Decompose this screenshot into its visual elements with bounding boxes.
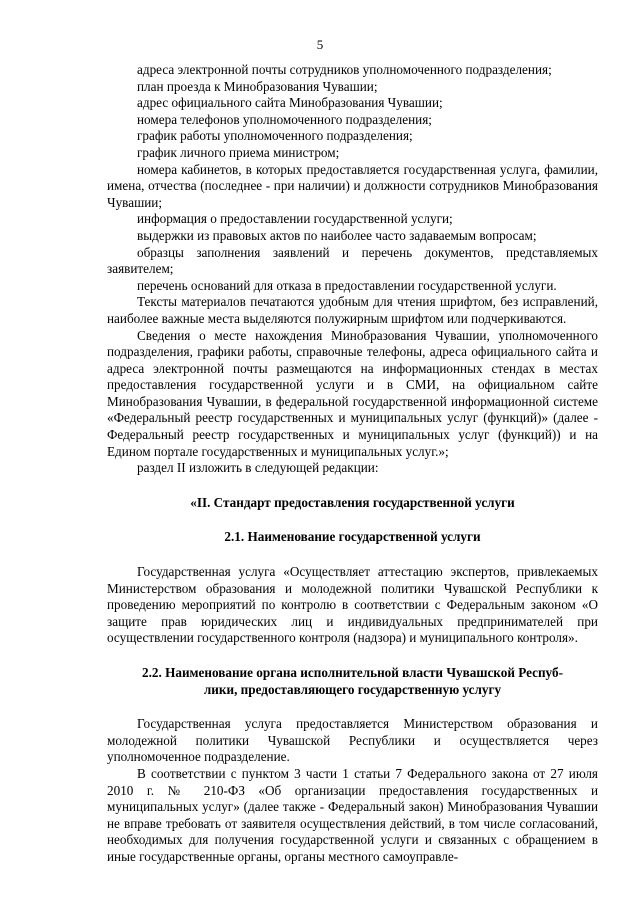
paragraph: адрес официального сайта Минобразования Чувашии; (137, 95, 443, 111)
paragraph: график работы уполномоченного подразделения; (137, 128, 413, 144)
paragraph: выдержки из правовых актов по наиболее часто задаваемым вопросам; (137, 227, 537, 243)
paragraph: Государственная услуга «Осуществляет аттестацию экспертов, привлекаемых Министерством образования и молодежной политики Чувашской Республики к проведению мероприятий по контролю в соответствии с Федеральным законом «О защите прав юридических лиц и индивидуальных предпринимателей при осуществлении государственного контроля (надзора) и муниципального контроля». (107, 564, 598, 646)
paragraph: раздел II изложить в следующей редакции: (137, 460, 379, 476)
paragraph: Тексты материалов печатаются удобным для чтения шрифтом, без исправлений, наиболее важные места выделяются полужирным шрифтом или подчеркиваются. (107, 294, 598, 326)
paragraph: план проезда к Минобразования Чувашии; (137, 78, 378, 94)
paragraph: Сведения о месте нахождения Минобразования Чувашии, уполномоченного подразделения, графики работы, справочные телефоны, адреса официального сайта и адреса электронной почты размещаются на информационных стендах в местах предоставления государственной услуги и в СМИ, на официальном сайте Минобразования Чувашии, в федеральной государственной информационной системе «Федеральный реестр государственных и муниципальных услуг (функций)» (далее - Федеральный реестр государственных и муниципальных услуг (функций)) и на Едином портале государственных и муниципальных услуг.»; (107, 327, 598, 459)
paragraph: образцы заполнения заявлений и перечень документов, представляемых заявителем; (107, 244, 598, 277)
paragraph: Государственная услуга предоставляется Министерством образования и молодежной политики Чувашской Республики и осуществляется через уполномоченное подразделение. (107, 716, 598, 765)
section-heading: «II. Стандарт предоставления государственной услуги (190, 494, 515, 510)
document-body (107, 62, 598, 866)
paragraph: номера телефонов уполномоченного подразделения; (137, 111, 432, 127)
paragraph: номера кабинетов, в которых предоставляется государственная услуга, фамилии, имена, отчества (последнее - при наличии) и должности сотрудников Минобразования Чувашии; (107, 161, 598, 210)
paragraph: перечень оснований для отказа в предоставлении государственной услуги. (137, 277, 557, 293)
subsection-heading-2-2-line-1: 2.2. Наименование органа исполнительной власти Чувашской Респуб- (142, 665, 563, 680)
page-number: 5 (316, 37, 324, 52)
subsection-heading-2-2-line-2: лики, предоставляющего государственную услугу (203, 681, 502, 697)
subsection-heading-2-1: 2.1. Наименование государственной услуги (224, 529, 481, 545)
paragraph: информация о предоставлении государственной услуги; (137, 211, 453, 227)
paragraph: график личного приема министром; (137, 144, 340, 160)
paragraph: адреса электронной почты сотрудников уполномоченного подразделения; (137, 62, 552, 77)
paragraph: В соответствии с пунктом 3 части 1 статьи 7 Федерального закона от 27 июля 2010 г. № 210-ФЗ «Об организации предоставления государственных и муниципальных услуг» (далее также - Федеральный закон) Минобразования Чувашии не вправе требовать от заявителя осуществления действий, в том числе согласований, необходимых для получения государственной услуги и связанных с обращением в иные государственные органы, органы местного самоуправле- (107, 765, 598, 864)
